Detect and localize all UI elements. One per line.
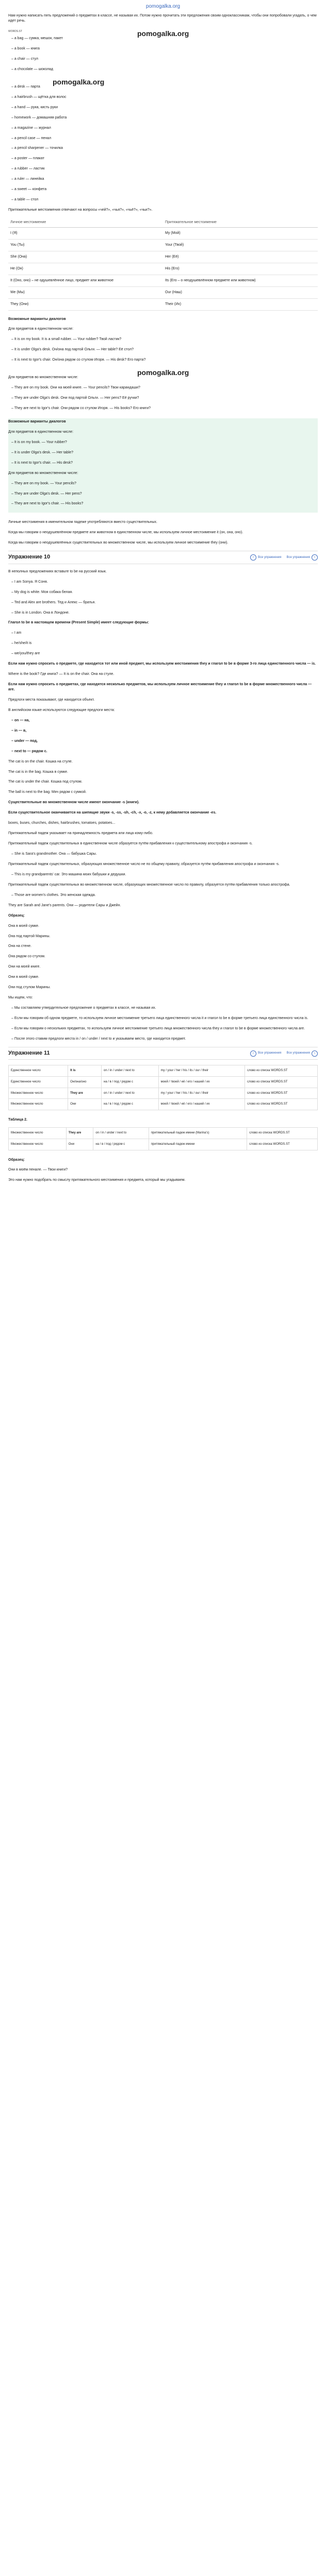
prep-intro-2: В английском языке используются следующие предлоги места:	[8, 708, 115, 712]
table-row: I (Я) My (Мой)	[8, 227, 318, 239]
list-item: – we/you/they are	[11, 651, 318, 656]
tobe-list	[8, 631, 318, 656]
cat-example: The cat is on the chair. Кошка на стуле.	[8, 759, 73, 764]
cat-example: The cat is in the bag. Кошка в сумке.	[8, 770, 68, 774]
list-item: – It is under Olga's desk. Он/она под партой Ольги. — Her table? Её стол?	[11, 347, 318, 352]
plural-rule-2: Если существительное оканчивается на шипящие звуки -s, -ss, -sh, -ch, -x, -o, -z, к нему добавляется окончание -es.	[8, 811, 217, 815]
table-row: Единственное число It is on / in / under / next to my / your / her / his / its / our / their слово из списка WORDS.ST	[9, 1065, 318, 1077]
section-title: Возможные варианты диалогов	[8, 419, 66, 423]
watermark: pomogalka.org	[137, 368, 189, 377]
exercise-title: Упражнение 10	[8, 554, 51, 561]
list-item: – under — под,	[11, 739, 318, 744]
list-item: – a book — книга	[11, 46, 318, 52]
section-title: Возможные варианты диалогов	[8, 317, 66, 321]
list-item: – a table — стол	[11, 197, 318, 202]
list-item: – This is my grandparents' car. Это машина моих бабушки и дедушки.	[11, 872, 318, 877]
sample-item: Они в моей сумке.	[8, 975, 39, 979]
list-item: – on — на,	[11, 718, 318, 723]
list-item: – It is on my book. — Your rubber?	[11, 440, 318, 445]
cat-example: The ball is next to the bag. Мяч рядом с сумкой.	[8, 790, 87, 794]
subhead: Для предметов в единственном числе:	[8, 327, 74, 331]
exercise-nav	[250, 1050, 318, 1057]
list-item: – They are next to Igor's chair. — His books?	[11, 501, 318, 506]
exercise-nav	[250, 554, 318, 561]
final-example: Они в моём пенале. — Твои книги?	[8, 1168, 68, 1172]
tobe-title: Глагол to be в настоящем времени (Present Simple) имеет следующие формы:	[8, 621, 149, 625]
table-row: You (Ты) Your (Твой)	[8, 239, 318, 251]
list-item: – It is next to Igor's chair. — His desk?	[11, 461, 318, 466]
list-item: – a sweet — конфета	[11, 187, 318, 192]
list-item: – a pencil sharpener — точилка	[11, 146, 318, 151]
intro-text: Нам нужно написать пять предложений о предметах в классе, не называя их. Потом нужно прочитать эти предложения своим одноклассникам, чтобы они попробовали угадать, о чем идет речь.	[8, 14, 317, 23]
next-exercise-button[interactable]: Все упражнения ›	[286, 1050, 318, 1057]
possessive-example: They are Sarah and Jane's parents. Они — родители Сары и Джейн.	[8, 903, 121, 907]
chevron-right-icon: ›	[312, 1050, 318, 1057]
exercise-task: В неполных предложениях вставьте to be на русский язык.	[8, 569, 107, 573]
dialogs-highlight	[8, 418, 318, 513]
list-item: – a desk — парта	[11, 84, 318, 90]
plural-rule: Существительные во множественном числе имеют окончание -s (книги).	[8, 801, 140, 805]
list-item: – Ted and Alex are brothers. Тед и Алекс — братья.	[11, 600, 318, 605]
prep-list	[8, 718, 318, 754]
sample-item: Она в моей сумке.	[8, 924, 39, 928]
table-row: Множественное число Они на / в / под / рядом с притяжательный падеж имени слово из списка WORDS.ST	[9, 1139, 318, 1150]
tobe-example: Where is the book? Где книга? — It is on the chair. Она на стуле.	[8, 672, 115, 676]
note-text: Когда мы говорим о неодушевлённых существительных во множественном числе, мы используем личное местоимение they (они).	[8, 541, 229, 545]
list-item: – They are under Olga's desk. — Her pens?	[11, 492, 318, 497]
list-item: – She is Sara's grandmother. Она — бабушка Сары.	[11, 852, 318, 857]
exercise-10-header	[8, 551, 318, 564]
table-2-title: Таблица 2.	[8, 1117, 27, 1122]
chevron-left-icon: ‹	[250, 1050, 256, 1057]
possessive-intro: Притяжательный падеж указывает на принадлежность предмета или лица кому-либо.	[8, 832, 153, 836]
list-item: – a hairbrush — щётка для волос	[11, 95, 318, 100]
list-item: – a chocolate — шоколад	[11, 67, 318, 72]
pronouns-table	[8, 218, 318, 311]
sample-item: Она рядом со стулом.	[8, 955, 45, 959]
table-row: They (Они) Their (Их)	[8, 298, 318, 310]
list-item: – a poster — плакат	[11, 156, 318, 161]
list-item: – Мы составляем утвердительное предложение о предметах в классе, не называя их.	[11, 1006, 318, 1011]
dialogs-section	[8, 317, 318, 411]
watermark: pomogalka.org	[53, 77, 105, 86]
pronouns-intro: Притяжательные местоимения отвечают на вопросы «чей?», «чья?», «чьё?», «чьи?».	[8, 208, 153, 212]
prev-exercise-button[interactable]: ‹ Все упражнения	[250, 554, 282, 561]
structure-table-2	[8, 1127, 318, 1150]
subhead: Для предметов во множественном числе:	[8, 471, 78, 475]
possessive-rule: Притяжательный падеж существительных во множественном числе, образующих множественное число по правилу, образуется путём прибавления только апострофа.	[8, 883, 290, 887]
list-item: – I am	[11, 631, 318, 636]
list-item: – Those are women's clothes. Это женская одежда.	[11, 893, 318, 898]
list-item: – Если мы говорим о нескольких предметах, то используем личное местоимение третьего лица множественного числа they и глагол to be в форме множественного числа are.	[11, 1026, 318, 1031]
table-row: It (Оно, оно) – не одушевлённое лицо, предмет или животное Its (Его – о неодушевлённом предмете или животном)	[8, 275, 318, 286]
list-item: – My dog is white. Моя собака белая.	[11, 590, 318, 595]
table-header: Личное местоимение	[8, 218, 163, 227]
watermark: pomogalka.org	[137, 29, 189, 38]
vocab-list	[8, 36, 318, 202]
table-row: Единственное число Он/она/оно на / в / под / рядом с моей / твоей / её / его / нашей / их слово из списка WORDS.ST	[9, 1076, 318, 1088]
prev-exercise-button[interactable]: ‹ Все упражнения	[250, 1050, 282, 1057]
list-item: – They are next to Igor's chair. Они рядом со стулом Игоря. — His books? Его книги?	[11, 406, 318, 411]
tobe-note: Если нам нужно спросить о предмете, где находится тот или иной предмет, мы используем местоимения they и глагол to be в форме 3-го лица единственного числа — is.	[8, 662, 316, 666]
site-title[interactable]: pomogalka.org	[145, 4, 181, 9]
next-exercise-button[interactable]: Все упражнения ›	[286, 554, 318, 561]
list-item: – They are under Olga's desk. Они под партой Ольги. — Her pens? Её ручки?	[11, 396, 318, 401]
chevron-left-icon: ‹	[250, 554, 256, 561]
table-header: Притяжательное местоимение	[163, 218, 318, 227]
note-text: Личные местоимения в именительном падеже употребляются вместо существительных.	[8, 520, 157, 524]
final-note: Это нам нужно подобрать по смыслу притяжательного местоимения и предмета, который мы угадываем.	[8, 1178, 186, 1182]
table-row: We (Мы) Our (Наш)	[8, 286, 318, 298]
exercise-items	[8, 580, 318, 616]
list-item: – They are on my book. — Your pencils?	[11, 481, 318, 486]
sample-title: Образец:	[8, 1158, 25, 1162]
subhead: Для предметов во множественном числе:	[8, 376, 78, 380]
table-row: Множественное число Они на / в / под / рядом с моей / твоей / её / его / нашей / их слово из списка WORDS.ST	[9, 1099, 318, 1110]
table-row: He (Он) His (Его)	[8, 263, 318, 275]
list-item: – It is under Olga's desk. — Her table?	[11, 450, 318, 455]
list-item: – homework — домашняя работа	[11, 115, 318, 121]
table-row: Множественное число They are on / in / under / next to my / your / her / his / its / our / their слово из списка WORDS.ST	[9, 1088, 318, 1099]
exercise-11-header	[8, 1047, 318, 1060]
sample-item: Они на моей книге.	[8, 965, 41, 969]
table-row: She (Она) Her (Её)	[8, 251, 318, 263]
list-item: – a chair — стул	[11, 57, 318, 62]
list-item: – a rubber — ластик	[11, 166, 318, 172]
list-item: – a magazine — журнал	[11, 126, 318, 131]
tobe-note-2: Если нам нужно спросить о предметах, где находятся несколько предметов, мы используем личное местоимение they и глагол to be в форме множественного числа — are.	[8, 683, 312, 692]
note-text: Когда мы говорим о неодушевлённом предмете или животном в единственном числе, мы используем личное местоимение it (он, она, оно).	[8, 531, 243, 535]
list-item: – in — в,	[11, 728, 318, 734]
possessive-rule: Притяжательный падеж существительных в единственном числе образуется путём прибавления к существительному апострофа и окончания -s.	[8, 842, 253, 846]
prep-intro: Предлоги места показывают, где находится объект.	[8, 698, 95, 702]
chevron-right-icon: ›	[312, 554, 318, 561]
sample-answer: Мы ищем, что:	[8, 996, 33, 1000]
list-item: – I am Sonya. Я Соня.	[11, 580, 318, 585]
possessive-rule: Притяжательный падеж существительных, образующих множественное число не по общему правилу, образуется путём прибавления апострофа и окончания -s.	[8, 862, 280, 866]
steps-list	[8, 1006, 318, 1042]
list-item: – a pencil case — пенал	[11, 136, 318, 141]
subhead: Для предметов в единственном числе:	[8, 430, 74, 434]
exercise-title: Упражнение 11	[8, 1049, 50, 1056]
list-item: – They are on my book. Они на моей книге. — Your pencils? Твои карандаши?	[11, 385, 318, 391]
list-item: – She is in London. Она в Лондоне.	[11, 611, 318, 616]
list-item: – a bag — сумка, мешок, пакет	[11, 36, 318, 41]
list-item: – a ruler — линейка	[11, 177, 318, 182]
list-item: – It is on my book. It is a small rubber. — Your rubber? Твой ластик?	[11, 337, 318, 342]
list-item: – Если мы говорим об одном предмете, то используем личное местоимение третьего лица единственного числа it и глагол to be в форме третьего лица единственного числа is.	[11, 1016, 318, 1021]
table-row: Множественное число They are on / in / under / next to притяжательный падеж имени (Marina's) слово из списка WORDS.ST	[9, 1128, 318, 1139]
structure-table-1	[8, 1065, 318, 1110]
list-item: – It is next to Igor's chair. Он/она рядом со стулом Игоря. — His desk? Его парта?	[11, 358, 318, 363]
sample-item: Она под партой Марины.	[8, 934, 51, 938]
page	[8, 0, 318, 1198]
list-item: – next to — рядом с.	[11, 749, 318, 754]
watermark-row	[8, 29, 318, 36]
sample-title: Образец:	[8, 913, 25, 918]
list-item: – he/she/it is	[11, 641, 318, 646]
cat-example: The cat is under the chair. Кошка под стулом.	[8, 780, 83, 784]
words-label: WORDS.ST	[8, 30, 22, 33]
plural-examples: boxes, buses, churches, dishes, hairbrushes, tomatoes, potatoes...	[8, 821, 116, 825]
list-item: – a hand — рука, кисть руки	[11, 105, 318, 110]
sample-item: Она на стене.	[8, 944, 32, 948]
list-item: – После этого ставим предлоги места in / on / under / next to и указываем место, где находится предмет.	[11, 1037, 318, 1042]
sample-item: Они под стулом Марины.	[8, 986, 51, 990]
